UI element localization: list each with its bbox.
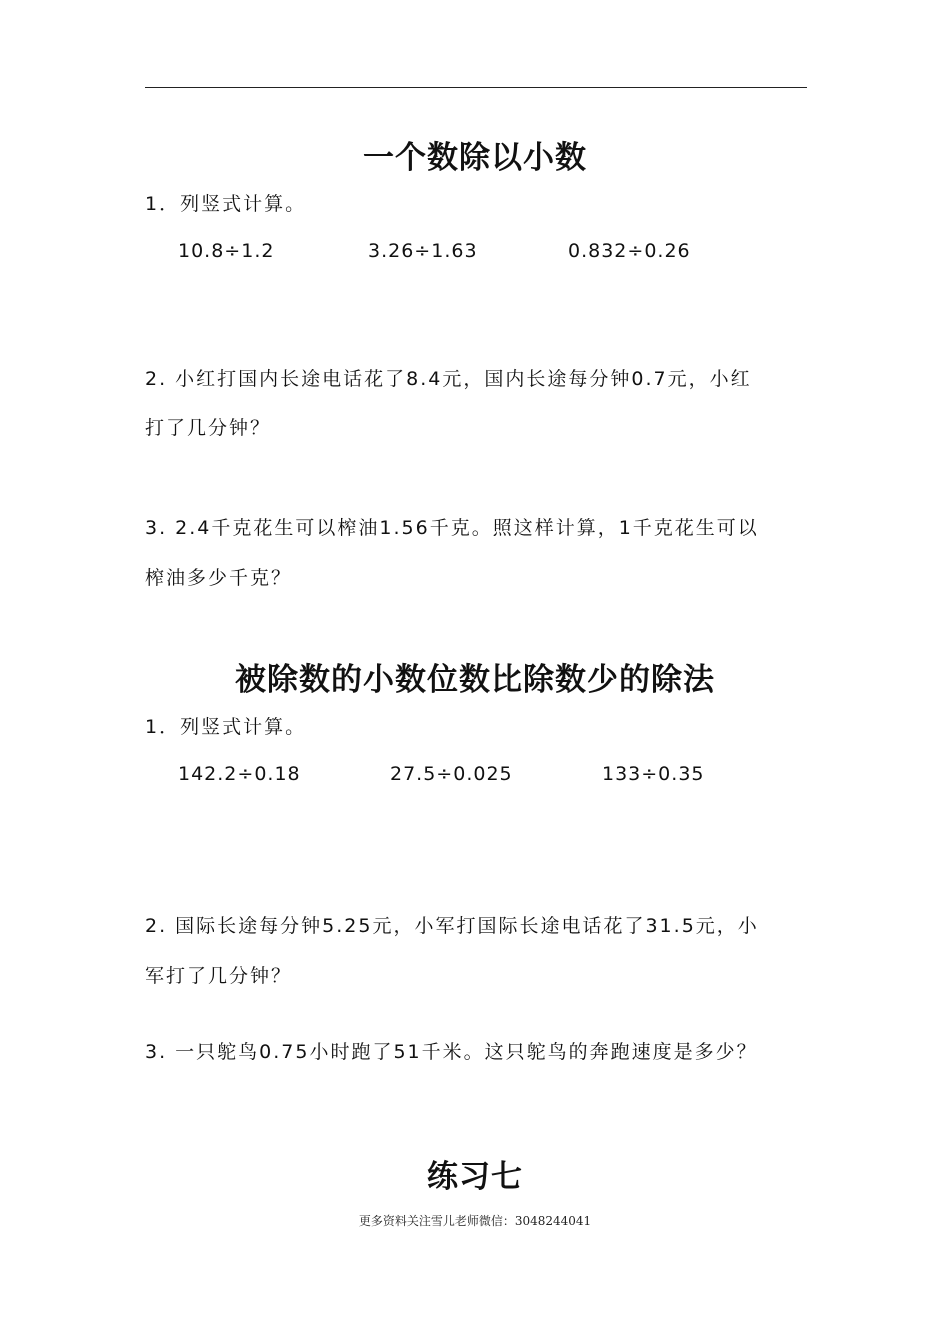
section1-title: 一个数除以小数 [363, 140, 587, 176]
footer-note: 更多资料关注雪儿老师微信：3048244041 [358, 1214, 592, 1228]
section2-title: 被除数的小数位数比除数少的除法 [235, 662, 715, 698]
section1-q3-line2: 榨油多少千克？ [145, 567, 293, 589]
section1-q1-label: 1．列竖式计算。 [145, 193, 307, 215]
section1-expr-1: 10.8÷1.2 [178, 240, 275, 262]
section2-expr-1: 142.2÷0.18 [178, 763, 301, 785]
section2-expr-3: 133÷0.35 [602, 763, 705, 785]
section2-expr-2: 27.5÷0.025 [390, 763, 513, 785]
section3-title: 练习七 [427, 1159, 523, 1195]
section1-expr-3: 0.832÷0.26 [568, 240, 691, 262]
section2-q1-label: 1．列竖式计算。 [145, 716, 307, 738]
section1-expr-2: 3.26÷1.63 [368, 240, 478, 262]
header-rule [145, 87, 807, 88]
section1-q2-line1: 2. 小红打国内长途电话花了8.4元，国内长途每分钟0.7元，小红 [145, 368, 752, 390]
section2-q2-line2: 军打了几分钟？ [145, 965, 293, 987]
section2-q3-line1: 3. 一只鸵鸟0.75小时跑了51千米。这只鸵鸟的奔跑速度是多少？ [145, 1041, 758, 1063]
section1-q3-line1: 3. 2.4千克花生可以榨油1.56千克。照这样计算，1千克花生可以 [145, 517, 759, 539]
section2-q2-line1: 2. 国际长途每分钟5.25元，小军打国际长途电话花了31.5元，小 [145, 915, 759, 937]
section1-q2-line2: 打了几分钟？ [145, 417, 272, 439]
